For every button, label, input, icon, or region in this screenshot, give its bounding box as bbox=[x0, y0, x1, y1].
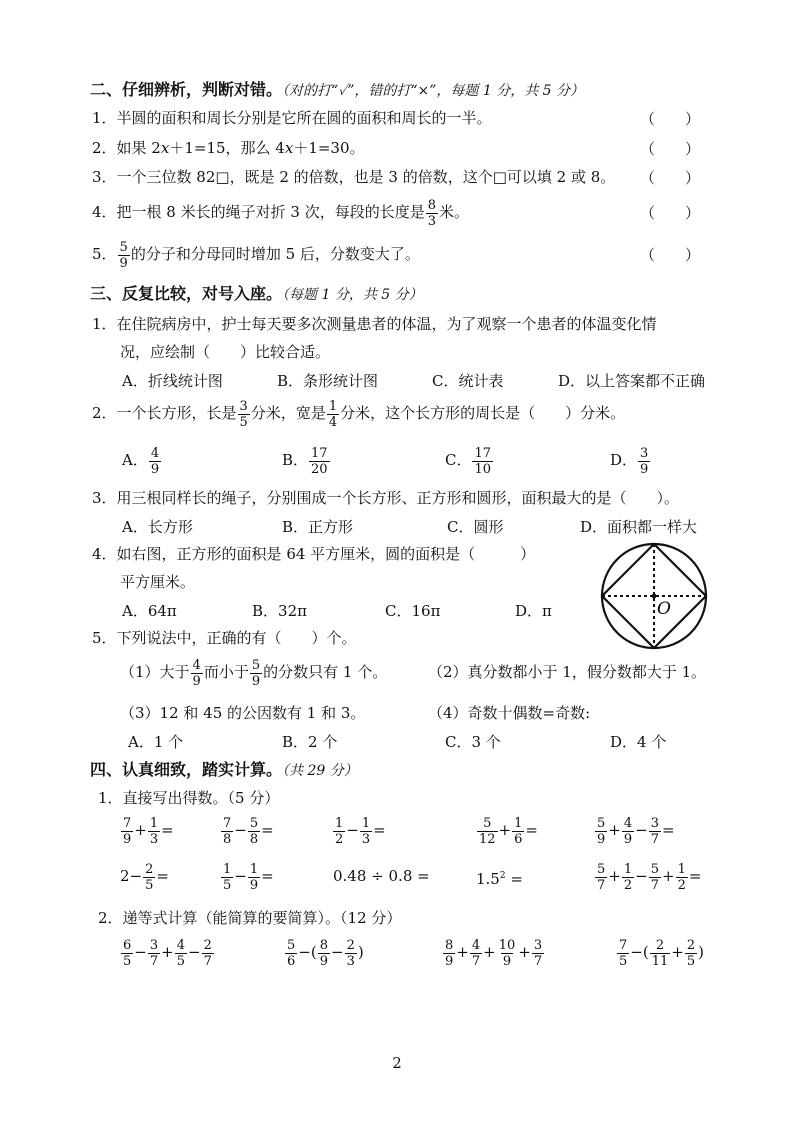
option-d[interactable]: D．4 个 bbox=[610, 733, 667, 751]
choice-q2: 2．一个长方形，长是 $\frac{3}{5}$ 分米，宽是 $\frac{1}{4}$ 分米，这个长方形的周长是（ ）分米。 bbox=[92, 398, 626, 430]
statement-2: （2）真分数都小于 1，假分数都大于 1。 bbox=[428, 663, 707, 681]
option-a[interactable]: A．1 个 bbox=[128, 733, 184, 751]
fraction: $\frac{8}{3}$ bbox=[427, 197, 436, 229]
statement-4: （4）奇数十偶数=奇数: bbox=[428, 704, 591, 722]
option-a[interactable]: A．折线统计图 bbox=[122, 372, 223, 390]
choice-q3: 3．用三根同样长的绳子，分别围成一个长方形、正方形和圆形，面积最大的是（ ）。 bbox=[92, 489, 680, 507]
choice-q1-line2: 况，应绘制（ ）比较合适。 bbox=[120, 343, 331, 361]
choice-q4-line2: 平方厘米。 bbox=[120, 573, 196, 591]
section-3-heading: 三、反复比较，对号入座。（每题 1 分，共 5 分） bbox=[90, 284, 423, 303]
option-a[interactable]: A．64π bbox=[122, 602, 177, 620]
statement-3: （3）12 和 45 的公因数有 1 和 3。 bbox=[120, 704, 366, 722]
section-2-note: （对的打“✓”，错的打“×”，每题 1 分，共 5 分） bbox=[282, 83, 585, 99]
calc-item: $\frac{1}{2}$ − $\frac{1}{3}$ = bbox=[335, 815, 386, 847]
option-d[interactable]: D．面积都一样大 bbox=[580, 518, 698, 536]
center-point bbox=[652, 594, 657, 599]
judge-q4: 4．把一根 8 米长的绳子对折 3 次，每段的长度是 $\frac{8}{3}$ 米。 bbox=[92, 197, 470, 229]
stepwise-item: $\frac{8}{9}$ + $\frac{4}{7}$ + $\frac{10}{9}$ + $\frac{3}{7}$ bbox=[445, 937, 543, 969]
option-b[interactable]: B．2 个 bbox=[282, 733, 338, 751]
calc-item: $\frac{7}{9}$ + $\frac{1}{3}$ = bbox=[123, 815, 174, 847]
fraction: $\frac{5}{9}$ bbox=[119, 239, 128, 271]
part-1-heading: 1．直接写出得数。（5 分） bbox=[98, 789, 280, 807]
calc-item: $\frac{1}{5}$ − $\frac{1}{9}$ = bbox=[223, 861, 274, 893]
option-b[interactable]: B．条形统计图 bbox=[277, 372, 379, 390]
answer-blank[interactable]: （ ） bbox=[640, 204, 701, 222]
judge-q3: 3．一个三位数 82□，既是 2 的倍数，也是 3 的倍数，这个□可以填 2 或 8。 bbox=[92, 168, 616, 186]
choice-q5: 5．下列说法中，正确的有（ ）个。 bbox=[92, 629, 357, 647]
judge-q1: 1．半圆的面积和周长分别是它所在圆的面积和周长的一半。 bbox=[92, 109, 492, 127]
option-a[interactable]: A． $\frac{4}{9}$ bbox=[122, 445, 160, 477]
stepwise-item: $\frac{7}{5}$ −( $\frac{2}{11}$ + $\frac{2}{5}$ ) bbox=[619, 937, 704, 969]
calc-item: $1.5^2$ = bbox=[476, 870, 523, 888]
answer-blank[interactable]: （ ） bbox=[640, 140, 701, 158]
page-number: 2 bbox=[392, 1054, 402, 1072]
option-c[interactable]: C．圆形 bbox=[447, 518, 504, 536]
stepwise-item: $\frac{6}{5}$ − $\frac{3}{7}$ + $\frac{4}{5}$ − $\frac{2}{7}$ bbox=[123, 937, 212, 969]
calc-item: $\frac{5}{9}$ + $\frac{4}{9}$ − $\frac{3}{7}$ = bbox=[597, 815, 675, 847]
judge-q5: 5． $\frac{5}{9}$ 的分子和分母同时增加 5 后，分数变大了。 bbox=[92, 239, 420, 271]
option-d[interactable]: D．以上答案都不正确 bbox=[558, 372, 706, 390]
option-d[interactable]: D．π bbox=[515, 602, 552, 620]
section-2-heading bbox=[90, 80, 584, 101]
option-c[interactable]: C．3 个 bbox=[445, 733, 501, 751]
calc-item: $\frac{5}{12}$ + $\frac{1}{6}$ = bbox=[479, 815, 538, 847]
circle-square-figure bbox=[598, 540, 710, 652]
part-2-heading: 2．递等式计算（能简算的要简算）。（12 分） bbox=[98, 909, 402, 927]
answer-blank[interactable]: （ ） bbox=[640, 110, 701, 128]
calc-item: $\frac{7}{8}$ − $\frac{5}{8}$ = bbox=[223, 815, 274, 847]
option-b[interactable]: B．32π bbox=[252, 602, 307, 620]
choice-q1-line1: 1．在住院病房中，护士每天要多次测量患者的体温，为了观察一个患者的体温变化情 bbox=[92, 315, 657, 333]
option-b[interactable]: B． $\frac{17}{20}$ bbox=[282, 445, 328, 477]
option-c[interactable]: C．16π bbox=[385, 602, 441, 620]
option-c[interactable]: C．统计表 bbox=[432, 372, 504, 390]
answer-blank[interactable]: （ ） bbox=[640, 169, 701, 187]
choice-q4-line1: 4．如右图，正方形的面积是 64 平方厘米，圆的面积是（ ） bbox=[92, 545, 536, 563]
answer-blank[interactable]: （ ） bbox=[640, 246, 701, 264]
option-b[interactable]: B．正方形 bbox=[282, 518, 354, 536]
section-2-title: 二、仔细辨析，判断对错。 bbox=[90, 80, 283, 99]
stepwise-item: $\frac{5}{6}$ −( $\frac{8}{9}$ − $\frac{2}{3}$ ) bbox=[287, 937, 364, 969]
option-c[interactable]: C． $\frac{17}{10}$ bbox=[445, 445, 492, 477]
option-a[interactable]: A．长方形 bbox=[122, 518, 193, 536]
section-4-heading: 四、认真细致，踏实计算。（共 29 分） bbox=[90, 760, 358, 779]
calc-item: $\frac{5}{7}$ + $\frac{1}{2}$ − $\frac{5}{7}$ + $\frac{1}{2}$ = bbox=[597, 861, 702, 893]
judge-q2: 2．如果 2x＋1=15，那么 4x＋1=30。 bbox=[92, 139, 365, 157]
calc-item: 0.48 ÷ 0.8 = bbox=[333, 867, 430, 885]
option-d[interactable]: D． $\frac{3}{9}$ bbox=[610, 445, 649, 477]
center-label: O bbox=[657, 599, 671, 619]
calc-item: 2− $\frac{2}{5}$ = bbox=[120, 861, 169, 893]
statement-1: （1）大于 $\frac{4}{9}$ 而小于 $\frac{5}{9}$ 的分数只有 1 个。 bbox=[120, 657, 388, 689]
